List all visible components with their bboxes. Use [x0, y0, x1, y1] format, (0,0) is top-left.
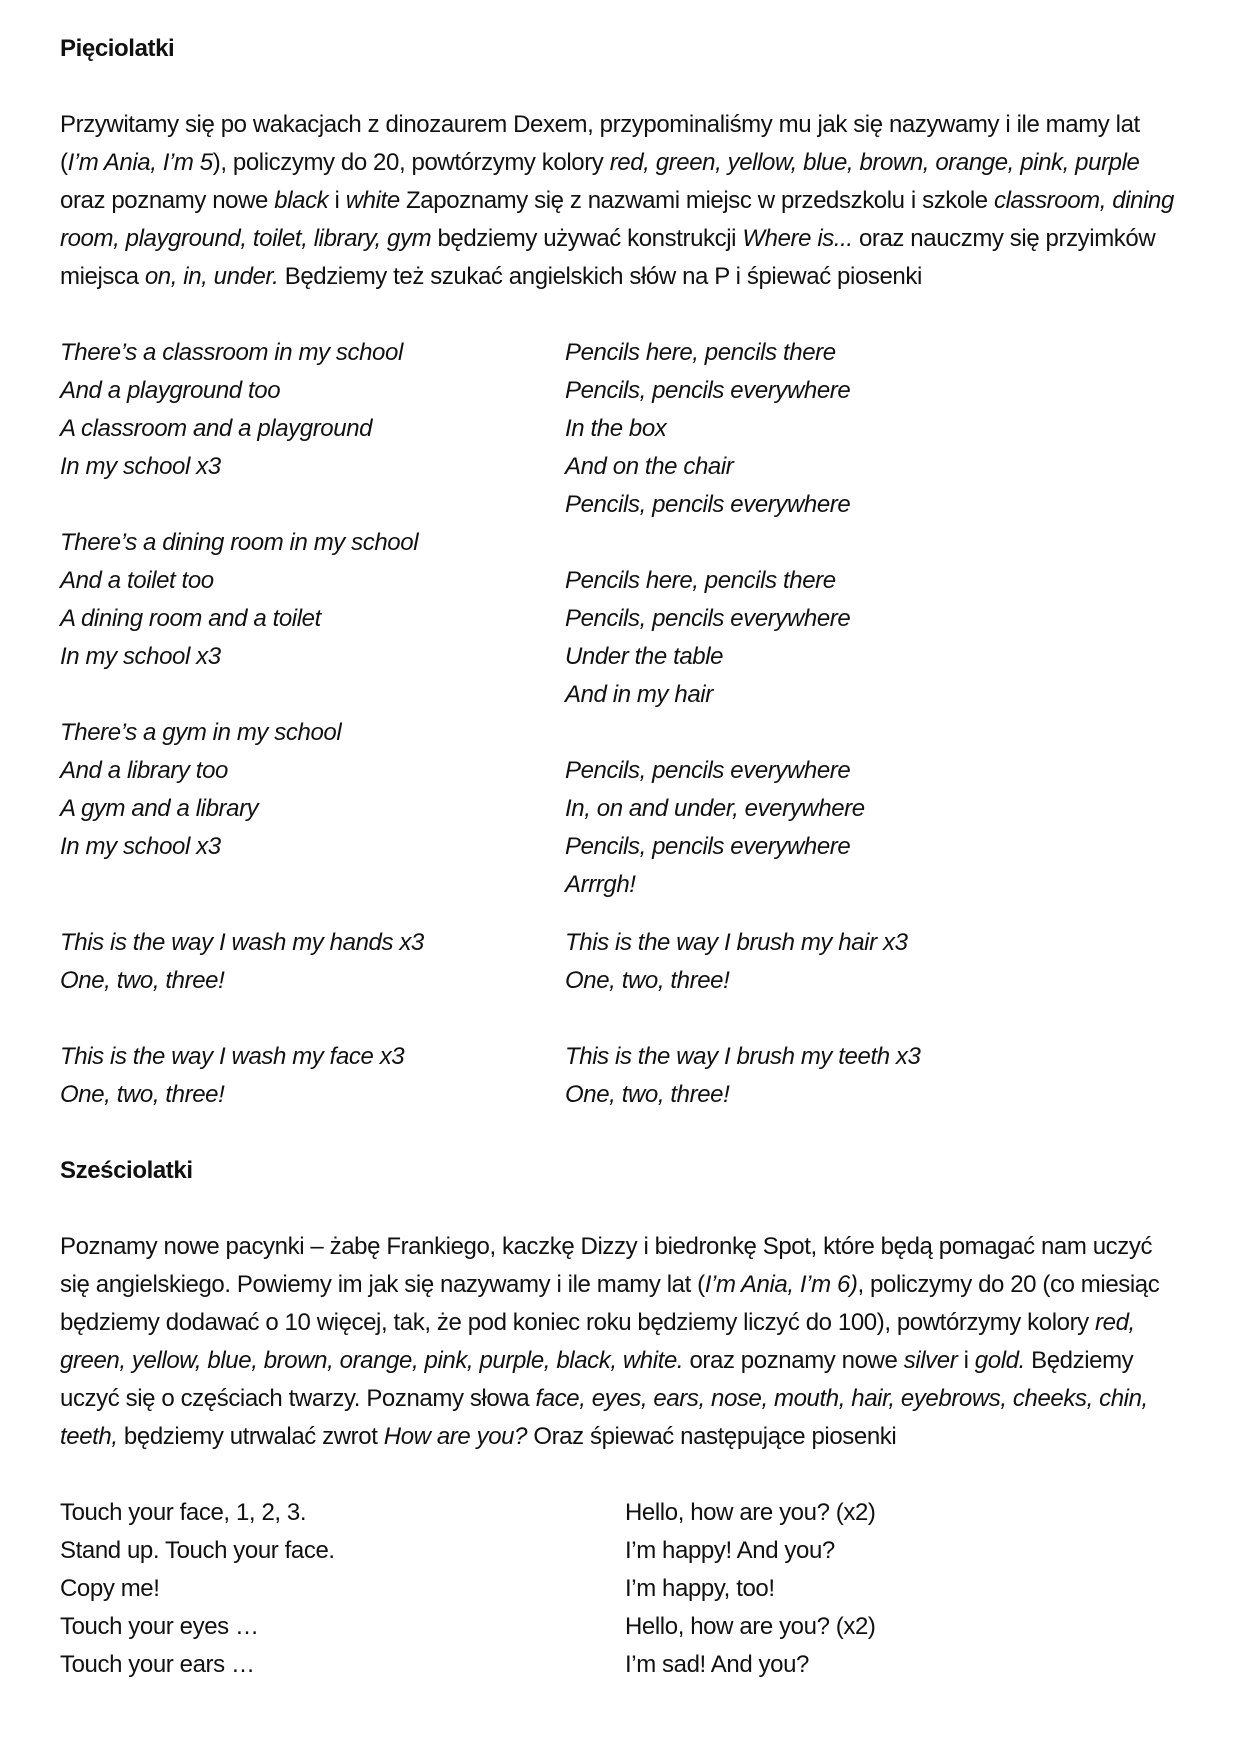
intro-1-text-segment: Where is... — [742, 225, 853, 252]
song-line: And a library too — [60, 757, 228, 784]
intro-2-text-segment: face, eyes, ears, nose, mouth, hair, eyebrows, cheeks, chin, teeth, — [60, 1385, 1148, 1450]
song-line: Arrrgh! — [565, 871, 636, 898]
song-line: Pencils, pencils everywhere — [565, 833, 851, 860]
intro-2-text-segment: gold. — [974, 1347, 1025, 1374]
song-line: I’m happy, too! — [625, 1575, 775, 1602]
song-line: Pencils, pencils everywhere — [565, 757, 851, 784]
song-line: A gym and a library — [60, 795, 259, 822]
intro-2-text-segment: red, green, yellow, blue, brown, orange, pink, purple, black, white. — [60, 1309, 1135, 1374]
intro-2-text-segment: silver — [903, 1347, 958, 1374]
song-line: A dining room and a toilet — [60, 605, 321, 632]
songs-block-wash — [60, 924, 1180, 1114]
song-line: One, two, three! — [565, 967, 730, 994]
songs-block-face — [60, 1494, 1180, 1684]
song-line: One, two, three! — [565, 1081, 730, 1108]
intro-1-text-segment: Zapoznamy się z nazwami miejsc w przedszkolu i szkole — [399, 187, 994, 214]
song-line: Touch your eyes … — [60, 1613, 259, 1640]
intro-1-text-segment: black — [274, 187, 329, 214]
song-line: Copy me! — [60, 1575, 160, 1602]
intro-1-text-segment: classroom, dining room, playground, toilet, library, gym — [60, 187, 1174, 252]
song-line: I’m sad! And you? — [625, 1651, 809, 1678]
intro-2-text-segment: I’m Ania, I’m 6) — [704, 1271, 858, 1298]
song-line: In my school x3 — [60, 453, 221, 480]
song-line: There’s a dining room in my school — [60, 529, 419, 556]
song-line: Pencils, pencils everywhere — [565, 491, 851, 518]
document-page — [60, 30, 1180, 1684]
intro-1-text-segment: red, green, yellow, blue, brown, orange, pink, purple — [609, 149, 1140, 176]
intro-2-text-segment: będziemy utrwalać zwrot — [117, 1423, 384, 1450]
song-line: There’s a classroom in my school — [60, 339, 403, 366]
song-line: Touch your face, 1, 2, 3. — [60, 1499, 307, 1526]
intro-1-text-segment: ), policzymy do 20, powtórzymy kolory — [212, 149, 610, 176]
song-line: This is the way I brush my hair x3 — [565, 929, 908, 956]
song-column-brush — [565, 924, 1125, 1114]
song-line: This is the way I brush my teeth x3 — [565, 1043, 921, 1070]
intro-2-text-segment: How are you? — [383, 1423, 528, 1450]
intro-1-text-segment: I’m Ania, I’m 5 — [67, 149, 213, 176]
song-line: Under the table — [565, 643, 724, 670]
song-line: Pencils here, pencils there — [565, 339, 836, 366]
intro-2-text-segment: i — [957, 1347, 975, 1374]
song-column-touch — [60, 1494, 625, 1684]
song-line: Hello, how are you? (x2) — [625, 1613, 876, 1640]
song-line: In my school x3 — [60, 833, 221, 860]
song-line: Pencils, pencils everywhere — [565, 605, 851, 632]
intro-1-text-segment: Przywitamy się po wakacjach z dinozaurem Dexem, przypominaliśmy mu jak się nazywamy i ile mamy lat ( — [60, 111, 1140, 176]
song-column-school — [60, 334, 565, 904]
song-line: And in my hair — [565, 681, 713, 708]
section-heading-pieciolatki: Pięciolatki — [60, 35, 175, 62]
intro-1-text-segment: white — [345, 187, 400, 214]
song-line: In my school x3 — [60, 643, 221, 670]
song-column-hello — [625, 1494, 1125, 1684]
intro-2-text-segment: , policzymy do 20 (co miesiąc będziemy dodawać o 10 więcej, tak, że pod koniec roku będziemy liczyć do 100), powtórzymy kolory — [60, 1271, 1160, 1336]
intro-1-text-segment: Będziemy też szukać angielskich słów na P i śpiewać piosenki — [278, 263, 922, 290]
song-line: One, two, three! — [60, 967, 225, 994]
song-line: This is the way I wash my face x3 — [60, 1043, 405, 1070]
song-column-pencils — [565, 334, 1125, 904]
intro-1-text-segment: oraz poznamy nowe — [60, 187, 275, 214]
songs-block-school — [60, 334, 1180, 904]
song-line: A classroom and a playground — [60, 415, 373, 442]
intro-2-text-segment: oraz poznamy nowe — [683, 1347, 904, 1374]
song-line: Stand up. Touch your face. — [60, 1537, 335, 1564]
song-line: Pencils here, pencils there — [565, 567, 836, 594]
intro-1-text-segment: on, in, under. — [144, 263, 279, 290]
intro-1-text-segment: będziemy używać konstrukcji — [431, 225, 743, 252]
song-line: Hello, how are you? (x2) — [625, 1499, 876, 1526]
song-line: And a playground too — [60, 377, 281, 404]
song-line: Pencils, pencils everywhere — [565, 377, 851, 404]
song-line: In, on and under, everywhere — [565, 795, 865, 822]
intro-2-text-segment: Oraz śpiewać następujące piosenki — [527, 1423, 897, 1450]
song-line: And on the chair — [565, 453, 734, 480]
song-line: In the box — [565, 415, 667, 442]
intro-2-text-segment: Będziemy uczyć się o częściach twarzy. Poznamy słowa — [60, 1347, 1134, 1412]
song-line: There’s a gym in my school — [60, 719, 342, 746]
song-line: This is the way I wash my hands x3 — [60, 929, 424, 956]
intro-paragraph-pieciolatki — [60, 106, 1180, 296]
song-column-wash — [60, 924, 565, 1114]
intro-paragraph-szesciolatki — [60, 1228, 1180, 1456]
intro-2-text-segment: Poznamy nowe pacynki – żabę Frankiego, kaczkę Dizzy i biedronkę Spot, które będą pomagać nam uczyć się angielskiego. Powiemy im jak się nazywamy i ile mamy lat ( — [60, 1233, 1153, 1298]
song-line: I’m happy! And you? — [625, 1537, 835, 1564]
song-line: One, two, three! — [60, 1081, 225, 1108]
intro-1-text-segment: oraz nauczmy się przyimków miejsca — [60, 225, 1156, 290]
song-line: Touch your ears … — [60, 1651, 255, 1678]
section-heading-szesciolatki: Sześciolatki — [60, 1157, 193, 1184]
song-line: And a toilet too — [60, 567, 214, 594]
intro-1-text-segment: i — [328, 187, 346, 214]
